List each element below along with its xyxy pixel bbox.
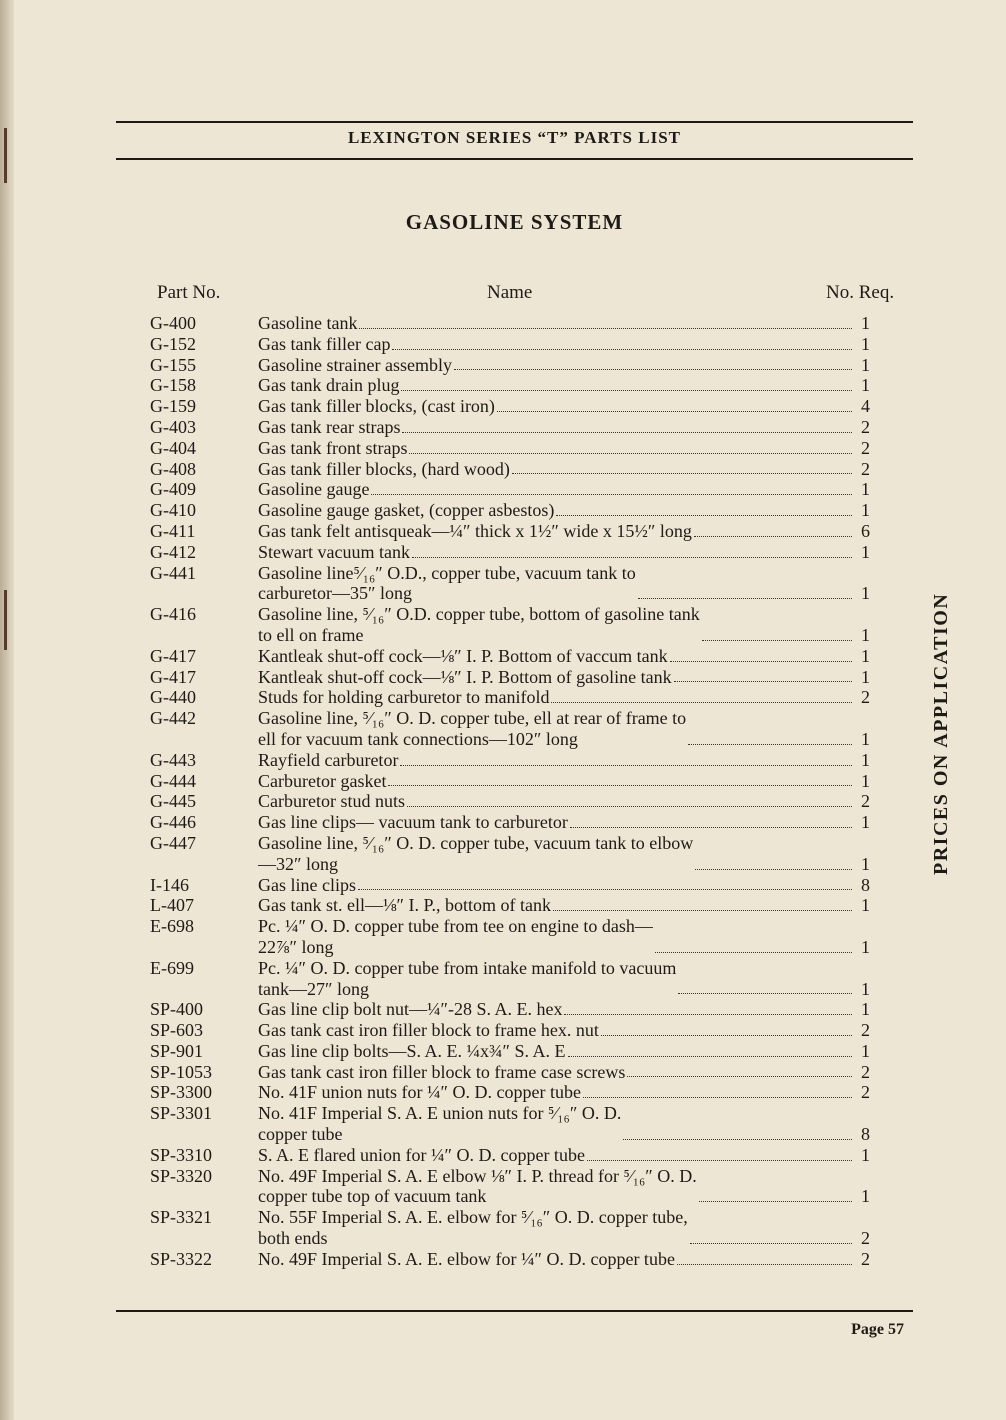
- quantity-required: 1: [861, 728, 870, 749]
- part-name: Carburetor gasket: [258, 770, 387, 791]
- quantity-required: 8: [861, 1124, 870, 1145]
- table-row: [150, 563, 870, 605]
- part-name: Pc. ¼″ O. D. copper tube from tee on engine to dash— 22⅞″ long: [258, 916, 653, 957]
- part-name: Pc. ¼″ O. D. copper tube from intake manifold to vacuum tank—27″ long: [258, 957, 677, 999]
- part-name: Gas tank drain plug: [258, 375, 400, 396]
- part-name-cell: [258, 438, 856, 459]
- table-row: [150, 667, 870, 688]
- part-name: Carburetor stud nuts: [258, 791, 405, 812]
- dot-leader: [702, 639, 852, 641]
- table-row: [150, 396, 870, 417]
- quantity-required: 1: [861, 936, 870, 957]
- part-number: SP-400: [150, 999, 204, 1020]
- part-number: G-447: [150, 832, 196, 853]
- part-name: Gasoline line, ⁵⁄₁₆″ O. D. copper tube, ell at rear of frame to ell for vacuum tank connections—102″ long: [258, 708, 687, 749]
- part-number: G-404: [150, 437, 196, 458]
- part-name-cell: [258, 1249, 856, 1270]
- part-name-cell: [258, 916, 856, 958]
- part-name-cell: [258, 708, 856, 750]
- part-number: G-411: [150, 520, 196, 541]
- part-name: Gas tank cast iron filler block to frame case screws: [258, 1061, 626, 1082]
- quantity-required: 2: [861, 791, 870, 812]
- part-name: Gas tank felt antisqueak—¼″ thick x 1½″ wide x 15½″ long: [258, 520, 692, 541]
- dot-leader: [694, 535, 852, 537]
- quantity-required: 2: [861, 437, 870, 458]
- part-number: G-440: [150, 687, 196, 708]
- side-note: PRICES ON APPLICATION: [930, 592, 952, 875]
- quantity-required: 1: [861, 500, 870, 521]
- table-row: [150, 771, 870, 792]
- table-row: [150, 521, 870, 542]
- part-name: Gas tank front straps: [258, 437, 408, 458]
- part-name-cell: [258, 459, 856, 480]
- part-number: G-155: [150, 354, 196, 375]
- dot-leader: [402, 431, 852, 433]
- dot-leader: [359, 327, 852, 329]
- parts-list: [150, 313, 870, 1270]
- quantity-required: 1: [861, 999, 870, 1020]
- dot-leader: [638, 597, 852, 599]
- table-row: [150, 1041, 870, 1062]
- dot-leader: [670, 660, 852, 662]
- table-row: [150, 958, 870, 1000]
- quantity-required: 2: [861, 1061, 870, 1082]
- part-name-cell: [258, 1166, 856, 1208]
- part-name-cell: [258, 521, 856, 542]
- part-name: Gasoline line, ⁵⁄₁₆″ O. D. copper tube, vacuum tank to elbow —32″ long: [258, 832, 694, 874]
- part-name: Kantleak shut-off cock—⅛″ I. P. Bottom of vaccum tank: [258, 645, 668, 666]
- part-name: No. 41F Imperial S. A. E union nuts for ⁵⁄₁₆″ O. D. copper tube: [258, 1103, 622, 1145]
- table-row: [150, 604, 870, 646]
- part-number: G-417: [150, 645, 196, 666]
- part-name: Gasoline gauge gasket, (copper asbestos): [258, 500, 555, 521]
- part-number: G-403: [150, 416, 196, 437]
- part-number: SP-1053: [150, 1061, 213, 1082]
- quantity-required: 1: [861, 749, 870, 770]
- dot-leader: [677, 1263, 852, 1265]
- part-name-cell: [258, 1207, 856, 1249]
- page-number: Page 57: [851, 1321, 904, 1338]
- dot-leader: [401, 389, 852, 391]
- part-name-cell: [258, 812, 856, 833]
- quantity-required: 8: [861, 874, 870, 895]
- header-top-rule: [116, 121, 913, 123]
- table-row: [150, 1249, 870, 1270]
- part-number: SP-3322: [150, 1248, 213, 1269]
- header-title: LEXINGTON SERIES “T” PARTS LIST: [347, 128, 682, 147]
- dot-leader: [556, 514, 852, 516]
- part-name: Gas line clips— vacuum tank to carburetor: [258, 812, 568, 833]
- quantity-required: 1: [861, 853, 870, 874]
- dot-leader: [674, 680, 852, 682]
- dot-leader: [655, 951, 852, 953]
- part-name-cell: [258, 396, 856, 417]
- part-number: SP-3300: [150, 1082, 213, 1103]
- dot-leader: [587, 1159, 852, 1161]
- table-row: [150, 500, 870, 521]
- part-name-cell: [258, 334, 856, 355]
- table-row: [150, 1082, 870, 1103]
- dot-leader: [407, 805, 852, 807]
- part-number: G-409: [150, 479, 196, 500]
- part-number: G-412: [150, 541, 196, 562]
- part-name-cell: [258, 750, 856, 771]
- part-name-cell: [258, 1020, 856, 1041]
- quantity-required: 2: [861, 416, 870, 437]
- table-row: [150, 999, 870, 1020]
- part-name: No. 55F Imperial S. A. E. elbow for ⁵⁄₁₆″ O. D. copper tube, both ends: [258, 1207, 688, 1249]
- part-number: SP-901: [150, 1040, 204, 1061]
- part-name-cell: [258, 1041, 856, 1062]
- part-name-cell: [258, 500, 856, 521]
- table-row: [150, 750, 870, 771]
- dot-leader: [568, 1055, 852, 1057]
- part-number: L-407: [150, 895, 194, 916]
- table-row: [150, 334, 870, 355]
- part-number: G-416: [150, 604, 196, 625]
- column-header-name: Name: [487, 282, 533, 303]
- dot-leader: [371, 493, 852, 495]
- table-row: [150, 1166, 870, 1208]
- header-bottom-rule: [116, 158, 913, 160]
- part-number: SP-3320: [150, 1165, 213, 1186]
- part-name: Gas line clip bolts—S. A. E. ¼x¾″ S. A. E: [258, 1040, 566, 1061]
- dot-leader: [553, 909, 852, 911]
- part-name-cell: [258, 958, 856, 1000]
- part-number: SP-603: [150, 1020, 204, 1041]
- part-name: Rayfield carburetor: [258, 749, 399, 770]
- dot-leader: [358, 888, 852, 890]
- column-header-no-req: No. Req.: [826, 282, 895, 303]
- table-row: [150, 313, 870, 334]
- part-number: G-410: [150, 500, 196, 521]
- part-name-cell: [258, 667, 856, 688]
- part-name-cell: [258, 604, 856, 646]
- part-name-cell: [258, 1062, 856, 1083]
- dot-leader: [623, 1138, 852, 1140]
- part-name: Stewart vacuum tank: [258, 541, 410, 562]
- part-name-cell: [258, 687, 856, 708]
- part-name-cell: [258, 791, 856, 812]
- dot-leader: [551, 701, 852, 703]
- part-number: G-417: [150, 666, 196, 687]
- quantity-required: 1: [861, 1144, 870, 1165]
- dot-leader: [454, 368, 852, 370]
- part-number: G-445: [150, 791, 196, 812]
- part-name-cell: [258, 1103, 856, 1145]
- table-row: [150, 438, 870, 459]
- quantity-required: 1: [861, 666, 870, 687]
- table-row: [150, 1207, 870, 1249]
- part-name-cell: [258, 563, 856, 605]
- part-name-cell: [258, 1082, 856, 1103]
- part-name: Gas line clips: [258, 874, 356, 895]
- part-name-cell: [258, 375, 856, 396]
- part-name: Studs for holding carburetor to manifold: [258, 687, 550, 708]
- dot-leader: [392, 348, 852, 350]
- binding-mark: [4, 590, 7, 650]
- part-name-cell: [258, 355, 856, 376]
- section-title: GASOLINE SYSTEM: [405, 210, 624, 234]
- table-row: [150, 895, 870, 916]
- part-name-cell: [258, 313, 856, 334]
- part-name: Gasoline strainer assembly: [258, 354, 452, 375]
- quantity-required: 1: [861, 1040, 870, 1061]
- quantity-required: 2: [861, 1020, 870, 1041]
- footer-rule: [116, 1310, 913, 1312]
- table-row: [150, 417, 870, 438]
- quantity-required: 2: [861, 1228, 870, 1249]
- part-number: G-444: [150, 770, 196, 791]
- dot-leader: [497, 410, 852, 412]
- column-header-part-no: Part No.: [157, 282, 221, 303]
- table-row: [150, 916, 870, 958]
- part-name: No. 41F union nuts for ¼″ O. D. copper tube: [258, 1082, 581, 1103]
- quantity-required: 1: [861, 333, 870, 354]
- table-row: [150, 542, 870, 563]
- quantity-required: 4: [861, 396, 870, 417]
- quantity-required: 1: [861, 978, 870, 999]
- part-name: Gas tank filler blocks, (cast iron): [258, 396, 495, 417]
- part-number: SP-3321: [150, 1207, 213, 1228]
- dot-leader: [699, 1200, 852, 1202]
- part-name: Gas tank cast iron filler block to frame hex. nut: [258, 1020, 599, 1041]
- dot-leader: [583, 1096, 852, 1098]
- dot-leader: [688, 743, 852, 745]
- table-row: [150, 375, 870, 396]
- table-row: [150, 833, 870, 875]
- table-row: [150, 687, 870, 708]
- table-row: [150, 646, 870, 667]
- page-binding-edge: [0, 0, 14, 1420]
- table-row: [150, 708, 870, 750]
- part-name: Gas tank filler blocks, (hard wood): [258, 458, 510, 479]
- dot-leader: [678, 992, 852, 994]
- part-number: G-159: [150, 396, 196, 417]
- table-row: [150, 1103, 870, 1145]
- dot-leader: [409, 452, 852, 454]
- dot-leader: [695, 868, 852, 870]
- part-number: G-158: [150, 375, 196, 396]
- part-name: Gas line clip bolt nut—¼″-28 S. A. E. hex: [258, 999, 563, 1020]
- part-name-cell: [258, 875, 856, 896]
- quantity-required: 1: [861, 812, 870, 833]
- part-name: Gas tank filler cap: [258, 333, 391, 354]
- part-name-cell: [258, 771, 856, 792]
- table-row: [150, 875, 870, 896]
- part-number: G-443: [150, 749, 196, 770]
- quantity-required: 1: [861, 645, 870, 666]
- dot-leader: [627, 1075, 852, 1077]
- part-name: Gas tank st. ell—⅛″ I. P., bottom of tank: [258, 895, 551, 916]
- part-number: E-698: [150, 916, 194, 937]
- binding-mark: [4, 128, 7, 183]
- part-name: Kantleak shut-off cock—⅛″ I. P. Bottom of gasoline tank: [258, 666, 672, 687]
- dot-leader: [412, 556, 852, 558]
- quantity-required: 1: [861, 624, 870, 645]
- quantity-required: 2: [861, 1082, 870, 1103]
- quantity-required: 2: [861, 687, 870, 708]
- part-name: S. A. E flared union for ¼″ O. D. copper tube: [258, 1144, 585, 1165]
- table-row: [150, 459, 870, 480]
- table-row: [150, 1145, 870, 1166]
- quantity-required: 2: [861, 1248, 870, 1269]
- dot-leader: [512, 472, 852, 474]
- part-name-cell: [258, 1145, 856, 1166]
- dot-leader: [564, 1013, 852, 1015]
- part-name: No. 49F Imperial S. A. E elbow ⅛″ I. P. thread for ⁵⁄₁₆″ O. D. copper tube top of vacuum tank: [258, 1165, 697, 1207]
- dot-leader: [690, 1242, 852, 1244]
- dot-leader: [388, 784, 852, 786]
- quantity-required: 1: [861, 895, 870, 916]
- quantity-required: 6: [861, 520, 870, 541]
- part-number: SP-3301: [150, 1103, 213, 1124]
- table-row: [150, 355, 870, 376]
- part-name: Gas tank rear straps: [258, 416, 401, 437]
- part-name: Gasoline tank: [258, 313, 358, 333]
- quantity-required: 1: [861, 770, 870, 791]
- table-row: [150, 479, 870, 500]
- part-name-cell: [258, 646, 856, 667]
- dot-leader: [570, 826, 852, 828]
- quantity-required: 2: [861, 458, 870, 479]
- part-name-cell: [258, 542, 856, 563]
- table-row: [150, 812, 870, 833]
- part-number: G-152: [150, 333, 196, 354]
- part-name: No. 49F Imperial S. A. E. elbow for ¼″ O. D. copper tube: [258, 1248, 675, 1269]
- part-number: SP-3310: [150, 1144, 213, 1165]
- dot-leader: [400, 764, 852, 766]
- part-number: G-442: [150, 708, 196, 729]
- dot-leader: [601, 1034, 852, 1036]
- part-number: E-699: [150, 957, 194, 978]
- table-row: [150, 1062, 870, 1083]
- quantity-required: 1: [861, 479, 870, 500]
- part-name-cell: [258, 895, 856, 916]
- quantity-required: 1: [861, 583, 870, 604]
- quantity-required: 1: [861, 375, 870, 396]
- part-number: G-408: [150, 458, 196, 479]
- part-number: G-400: [150, 313, 196, 333]
- part-number: G-446: [150, 812, 196, 833]
- quantity-required: 1: [861, 541, 870, 562]
- quantity-required: 1: [861, 1186, 870, 1207]
- part-name: Gasoline gauge: [258, 479, 370, 500]
- part-name: Gasoline line, ⁵⁄₁₆″ O.D. copper tube, bottom of gasoline tank to ell on frame: [258, 604, 700, 645]
- quantity-required: 1: [861, 354, 870, 375]
- part-name-cell: [258, 999, 856, 1020]
- table-row: [150, 791, 870, 812]
- part-name-cell: [258, 417, 856, 438]
- part-number: G-441: [150, 562, 196, 583]
- part-number: I-146: [150, 874, 189, 895]
- part-name-cell: [258, 479, 856, 500]
- table-row: [150, 1020, 870, 1041]
- quantity-required: 1: [861, 313, 870, 333]
- part-name: Gasoline line⁵⁄₁₆″ O.D., copper tube, vacuum tank to carburetor—35″ long: [258, 562, 636, 604]
- part-name-cell: [258, 833, 856, 875]
